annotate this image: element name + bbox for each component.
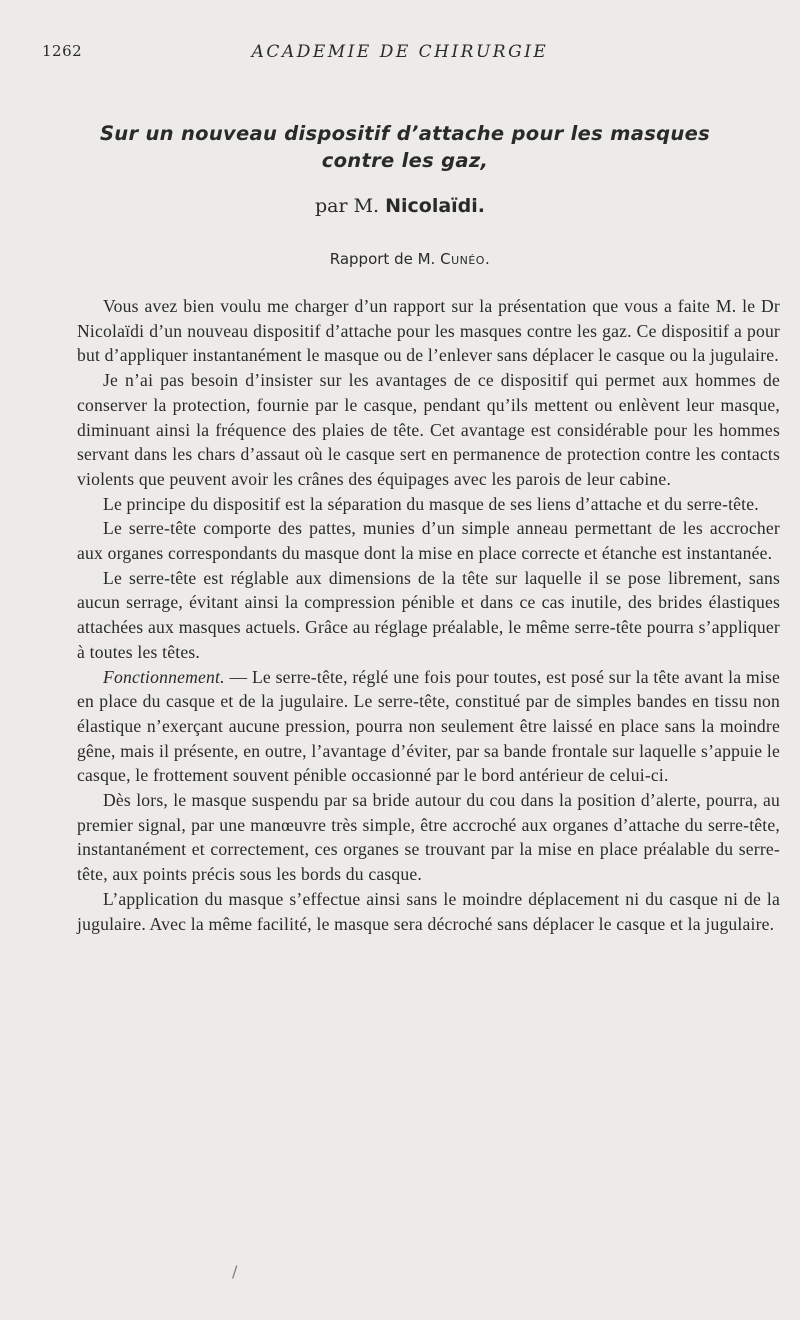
article-body	[77, 294, 780, 936]
reporter-name: Cunéo.	[440, 250, 491, 268]
paragraph-5: Le serre-tête est réglable aux dimensions de la tête sur laquelle il se pose librement, sans aucun serrage, évitant ainsi la compression pénible et dans ce cas inutile, des brides élastiques attachées aux masques actuels. Grâce au réglage préalable, le même serre-tête pourra s’appliquer à toutes les têtes.	[77, 567, 780, 662]
stray-mark: /	[232, 1262, 238, 1281]
section-lead: Fonctionnement.	[103, 666, 225, 687]
paragraph-1: Vous avez bien voulu me charger d’un rapport sur la présentation que vous a faite M. le Dr Nicolaïdi d’un nouveau dispositif d’attache pour les masques contre les gaz. Ce dispositif a pour but d’appliquer instantanément le masque ou de l’enlever sans déplacer le casque ou la jugulaire.	[77, 296, 780, 366]
title-line-2: contre les gaz,	[321, 149, 489, 172]
paragraph-2: Je n’ai pas besoin d’insister sur les avantages de ce dispositif qui permet aux hommes de conserver la protection, fournie par le casque, pendant qu’ils mettent ou enlèvent leur masque, diminuant ainsi la fréquence des plaies de tête. Cet avantage est considérable pour les hommes servant dans les chars d’assaut où le casque sert en permanence de protection contre les contacts violents que peuvent avoir les crânes des équipages avec les parois de leur cabine.	[77, 370, 780, 489]
paragraph-3: Le principe du dispositif est la séparation du masque de ses liens d’attache et du serre-tête.	[103, 493, 759, 514]
running-head: ACADEMIE DE CHIRURGIE	[251, 42, 549, 62]
byline-prefix: par M.	[314, 195, 380, 217]
paragraph-6-text: — Le serre-tête, réglé une fois pour toutes, est posé sur la tête avant la mise en place du casque et de la jugulaire. Le serre-tête, constitué par de simples bandes en tissu non élastique n’exerçant aucune pression, pourra non seulement être laissé en place sans la moindre gêne, mais il présente, en outre, l’avantage d’éviter, par sa bande frontale sur laquelle s’appuie le casque, le frottement souvent pénible occasionné par le bord antérieur de celui-ci.	[77, 666, 780, 786]
report-prefix: Rapport de M.	[329, 250, 436, 268]
paragraph-6	[77, 665, 780, 789]
paragraph-7: Dès lors, le masque suspendu par sa bride autour du cou dans la position d’alerte, pourra, au premier signal, par une manœuvre très simple, être accroché aux organes d’attache du serre-tête, instantanément et correctement, ces organes se trouvant par la mise en place préalable du serre-tête, aux points précis sous les bords du casque.	[77, 790, 780, 885]
article-title	[60, 120, 750, 174]
paragraph-8: L’application du masque s’effectue ainsi sans le moindre déplacement ni du casque ni de la jugulaire. Avec la même facilité, le masque sera décroché sans déplacer le casque et la jugulaire.	[77, 888, 780, 934]
byline	[0, 195, 800, 217]
author-name: Nicolaïdi.	[385, 195, 486, 217]
report-line	[0, 250, 800, 268]
title-line-1: Sur un nouveau dispositif d’attache pour les masques	[99, 122, 711, 145]
page-number: 1262	[42, 42, 83, 60]
paragraph-4: Le serre-tête comporte des pattes, munies d’un simple anneau permettant de les accrocher aux organes correspondants du masque dont la mise en place correcte et étanche est instantanée.	[77, 518, 780, 564]
